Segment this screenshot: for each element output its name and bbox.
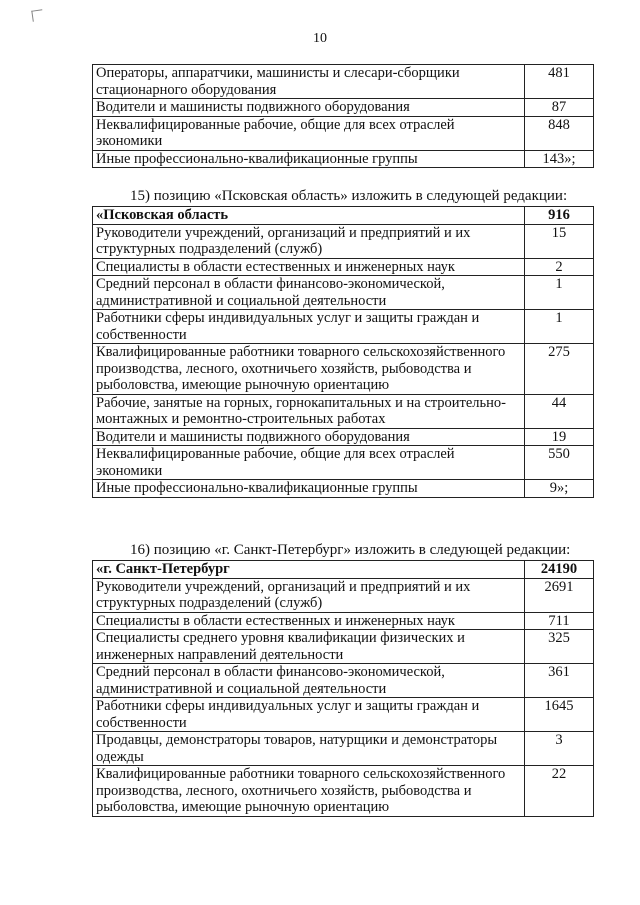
row-value: 15	[525, 224, 594, 258]
row-value: 3	[525, 732, 594, 766]
row-label: Иные профессионально-квалификационные группы	[93, 480, 525, 498]
row-value: 143»;	[525, 150, 594, 168]
row-value: 275	[525, 344, 594, 395]
table-row	[93, 65, 594, 99]
region-name: «г. Санкт-Петербург	[93, 561, 525, 579]
region-total: 24190	[525, 561, 594, 579]
table-row	[93, 344, 594, 395]
table-row	[93, 446, 594, 480]
row-label: Средний персонал в области финансово-экономической, административной и социальной деятельности	[93, 664, 525, 698]
row-value: 325	[525, 630, 594, 664]
table-row	[93, 258, 594, 276]
row-value: 1645	[525, 698, 594, 732]
row-value: 1	[525, 276, 594, 310]
row-label: Руководители учреждений, организаций и предприятий и их структурных подразделений (служб)	[93, 224, 525, 258]
table-row	[93, 612, 594, 630]
table-row	[93, 664, 594, 698]
table-row	[93, 630, 594, 664]
row-label: Специалисты в области естественных и инженерных наук	[93, 612, 525, 630]
region-total: 916	[525, 207, 594, 225]
row-value: 550	[525, 446, 594, 480]
row-label: Водители и машинисты подвижного оборудования	[93, 99, 525, 117]
table-header-row	[93, 561, 594, 579]
table-row	[93, 578, 594, 612]
page-number: 10	[313, 31, 327, 46]
row-label: Водители и машинисты подвижного оборудования	[93, 428, 525, 446]
instruction-16: 16) позицию «г. Санкт-Петербург» изложить в следующей редакции:	[130, 542, 571, 558]
row-value: 9»;	[525, 480, 594, 498]
row-label: Специалисты среднего уровня квалификации физических и инженерных направлений деятельности	[93, 630, 525, 664]
row-value: 1	[525, 310, 594, 344]
row-label: Работники сферы индивидуальных услуг и защиты граждан и собственности	[93, 698, 525, 732]
row-value: 361	[525, 664, 594, 698]
table-saint-petersburg	[92, 560, 594, 817]
table-row	[93, 480, 594, 498]
row-label: Специалисты в области естественных и инженерных наук	[93, 258, 525, 276]
row-label: Неквалифицированные рабочие, общие для всех отраслей экономики	[93, 446, 525, 480]
row-value: 711	[525, 612, 594, 630]
region-name: «Псковская область	[93, 207, 525, 225]
row-label: Рабочие, занятые на горных, горнокапитальных и на строительно-монтажных и ремонтно-строительных работах	[93, 394, 525, 428]
table-row	[93, 99, 594, 117]
row-label: Средний персонал в области финансово-экономической, административной и социальной деятельности	[93, 276, 525, 310]
table-row	[93, 116, 594, 150]
table-row	[93, 766, 594, 817]
row-value: 2691	[525, 578, 594, 612]
table-row	[93, 224, 594, 258]
scan-corner-mark	[31, 9, 43, 21]
row-label: Иные профессионально-квалификационные группы	[93, 150, 525, 168]
row-label: Квалифицированные работники товарного сельскохозяйственного производства, лесного, охотничьего хозяйств, рыбоводства и рыболовства, имеющие рыночную ориентацию	[93, 344, 525, 395]
table-header-row	[93, 207, 594, 225]
table-continuation	[92, 64, 594, 168]
row-value: 848	[525, 116, 594, 150]
row-label: Продавцы, демонстраторы товаров, натурщики и демонстраторы одежды	[93, 732, 525, 766]
row-value: 481	[525, 65, 594, 99]
row-value: 87	[525, 99, 594, 117]
row-value: 22	[525, 766, 594, 817]
table-pskov-region	[92, 206, 594, 498]
row-label: Работники сферы индивидуальных услуг и защиты граждан и собственности	[93, 310, 525, 344]
row-value: 19	[525, 428, 594, 446]
table-row	[93, 276, 594, 310]
row-value: 2	[525, 258, 594, 276]
row-value: 44	[525, 394, 594, 428]
row-label: Руководители учреждений, организаций и предприятий и их структурных подразделений (служб)	[93, 578, 525, 612]
table-row	[93, 310, 594, 344]
table-row	[93, 428, 594, 446]
table-row	[93, 732, 594, 766]
table-row	[93, 698, 594, 732]
table-row	[93, 150, 594, 168]
row-label: Квалифицированные работники товарного сельскохозяйственного производства, лесного, охотничьего хозяйств, рыбоводства и рыболовства, имеющие рыночную ориентацию	[93, 766, 525, 817]
table-row	[93, 394, 594, 428]
row-label: Неквалифицированные рабочие, общие для всех отраслей экономики	[93, 116, 525, 150]
instruction-15: 15) позицию «Псковская область» изложить в следующей редакции:	[130, 188, 568, 204]
row-label: Операторы, аппаратчики, машинисты и слесари-сборщики стационарного оборудования	[93, 65, 525, 99]
